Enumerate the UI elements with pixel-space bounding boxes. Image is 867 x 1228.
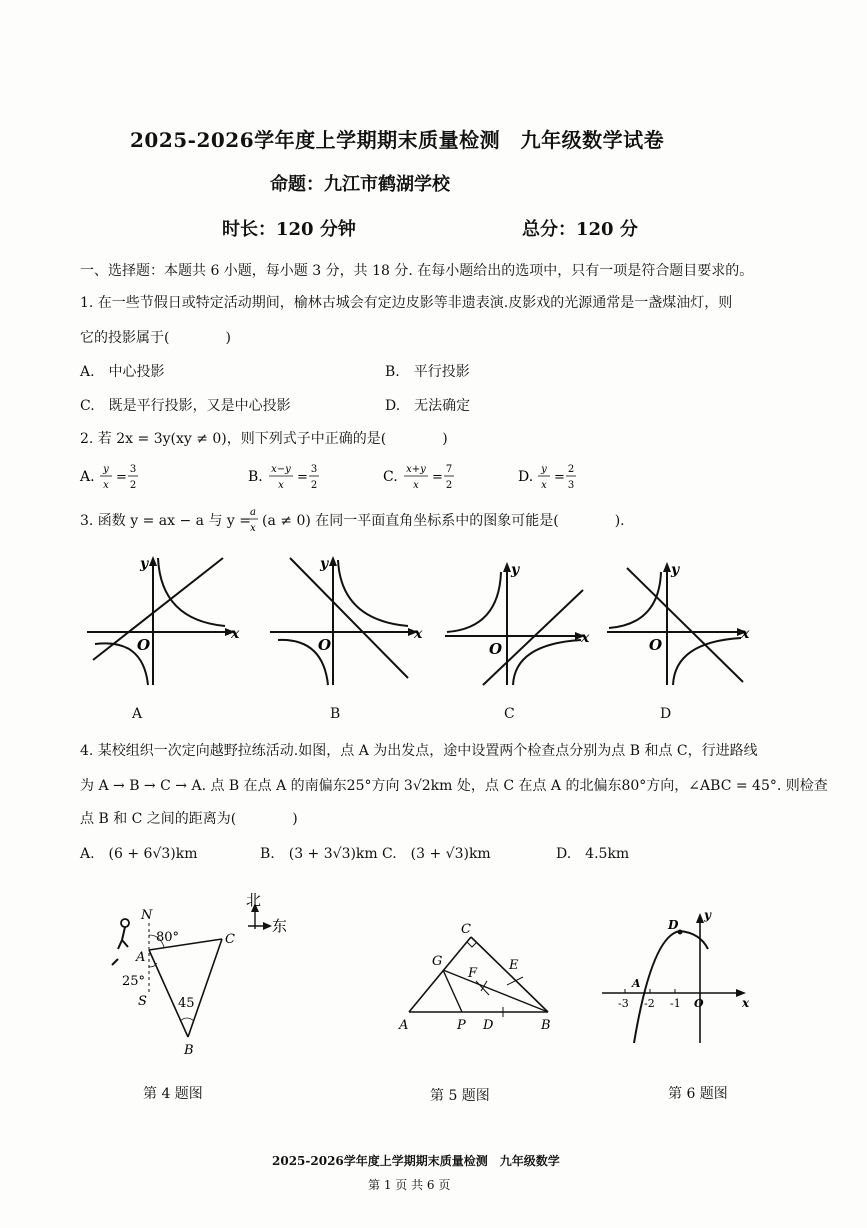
svg-text:A: A bbox=[632, 977, 641, 990]
svg-text:x: x bbox=[414, 626, 423, 642]
svg-text:x: x bbox=[541, 480, 547, 491]
svg-text:y: y bbox=[511, 562, 520, 578]
svg-text:O: O bbox=[649, 636, 663, 654]
svg-text:C: C bbox=[225, 932, 235, 947]
q3-graph-a bbox=[85, 550, 250, 690]
svg-text:A: A bbox=[136, 950, 146, 965]
q4-option-d: D. 4.5km bbox=[556, 846, 630, 862]
svg-text:A.: A. bbox=[80, 469, 95, 485]
footer-title: 2025-2026学年度上学期期末质量检测 九年级数学 bbox=[272, 1154, 560, 1168]
figure-4 bbox=[108, 885, 308, 1060]
q1-line2: 它的投影属于( ) bbox=[80, 330, 231, 346]
svg-text:25°: 25° bbox=[122, 974, 146, 989]
svg-text:x: x bbox=[742, 996, 750, 1010]
svg-text:2: 2 bbox=[567, 464, 575, 475]
exam-title: 2025-2026学年度上学期期末质量检测 九年级数学试卷 bbox=[130, 128, 665, 152]
svg-text:E: E bbox=[509, 958, 519, 973]
svg-text:G: G bbox=[432, 954, 443, 969]
q4-option-a: A. (6 + 6√3)km bbox=[80, 846, 198, 862]
duration: 时长：120 分钟 bbox=[222, 219, 356, 240]
section-heading: 一、选择题：本题共 6 小题，每小题 3 分，共 18 分. 在每小题给出的选项中，只有一项是符合题目要求的。 bbox=[80, 263, 754, 279]
svg-text:7: 7 bbox=[445, 464, 453, 475]
svg-text:A: A bbox=[399, 1018, 409, 1033]
q2-stem: 2. 若 2x = 3y(xy ≠ 0)，则下列式子中正确的是( ) bbox=[80, 431, 448, 447]
figure-5 bbox=[395, 915, 565, 1035]
svg-text:3: 3 bbox=[567, 480, 575, 491]
svg-text:a: a bbox=[250, 507, 256, 518]
q4-line3: 点 B 和 C 之间的距离为( ) bbox=[80, 811, 298, 827]
svg-text:B: B bbox=[541, 1018, 551, 1033]
svg-text:P: P bbox=[457, 1018, 466, 1033]
svg-text:x: x bbox=[413, 480, 419, 491]
svg-text:C.: C. bbox=[383, 469, 398, 485]
page-number: 第 1 页 共 6 页 bbox=[368, 1178, 451, 1192]
svg-text:O: O bbox=[318, 636, 332, 654]
q2-option-d bbox=[518, 464, 576, 491]
svg-text:2: 2 bbox=[129, 480, 137, 491]
q3-label-c: C bbox=[504, 706, 515, 722]
q4-option-b: B. (3 + 3√3)km bbox=[260, 846, 378, 862]
q3-stem-b: (a ≠ 0) 在同一平面直角坐标系中的图象可能是( ). bbox=[262, 513, 625, 529]
q4-line2: 为 A → B → C → A. 点 B 在点 A 的南偏东25°方向 3√2km 处，点 C 在点 A 的北偏东80°方向，∠ABC = 45°. 则检查 bbox=[80, 778, 828, 794]
q1-line1: 1. 在一些节假日或特定活动期间，榆林古城会有定边皮影等非遗表演.皮影戏的光源通常是一盏煤油灯，则 bbox=[80, 295, 733, 311]
svg-text:y: y bbox=[140, 556, 149, 572]
svg-text:3: 3 bbox=[129, 464, 137, 475]
svg-text:x: x bbox=[231, 626, 240, 642]
svg-text:x−y: x−y bbox=[271, 464, 291, 475]
svg-text:-1: -1 bbox=[670, 997, 681, 1010]
svg-text:y: y bbox=[320, 556, 329, 572]
q2-option-c bbox=[383, 464, 454, 491]
q2-options bbox=[76, 458, 596, 494]
svg-text:北: 北 bbox=[246, 891, 262, 909]
q1-option-d: D. 无法确定 bbox=[385, 398, 471, 414]
figure-6 bbox=[600, 905, 760, 1045]
svg-text:x: x bbox=[741, 626, 750, 642]
svg-text:B.: B. bbox=[248, 469, 263, 485]
svg-text:D: D bbox=[668, 918, 679, 932]
svg-text:=: = bbox=[432, 470, 443, 485]
svg-text:=: = bbox=[297, 470, 308, 485]
svg-text:O: O bbox=[137, 636, 151, 654]
q3-graph-b bbox=[268, 550, 433, 690]
runner-icon bbox=[112, 919, 129, 965]
q3-graph-c bbox=[443, 550, 603, 690]
svg-text:=: = bbox=[116, 470, 127, 485]
svg-text:O: O bbox=[694, 997, 704, 1010]
svg-text:B: B bbox=[184, 1043, 194, 1058]
svg-text:-2: -2 bbox=[644, 997, 655, 1010]
svg-text:2: 2 bbox=[445, 480, 453, 491]
svg-text:y: y bbox=[671, 562, 680, 578]
svg-text:y: y bbox=[541, 464, 547, 475]
q2-option-b bbox=[248, 464, 319, 491]
svg-text:x+y: x+y bbox=[406, 464, 426, 475]
q3-label-d: D bbox=[660, 706, 672, 722]
q4-option-c: C. (3 + √3)km bbox=[382, 846, 491, 862]
svg-text:-3: -3 bbox=[618, 997, 629, 1010]
figure-4-caption: 第 4 题图 bbox=[143, 1086, 203, 1102]
svg-text:N: N bbox=[141, 908, 153, 923]
svg-text:x: x bbox=[250, 523, 256, 534]
svg-text:D.: D. bbox=[518, 469, 534, 485]
q3-graph-d bbox=[605, 550, 765, 690]
q1-option-a: A. 中心投影 bbox=[80, 364, 165, 380]
author-line: 命题：九江市鹤湖学校 bbox=[270, 174, 450, 195]
svg-text:45: 45 bbox=[178, 996, 195, 1011]
svg-text:x: x bbox=[581, 630, 590, 646]
q3-fraction bbox=[246, 502, 260, 536]
svg-text:D: D bbox=[483, 1018, 494, 1033]
svg-text:F: F bbox=[468, 966, 478, 981]
svg-text:东: 东 bbox=[272, 917, 288, 935]
q3-label-a: A bbox=[132, 706, 143, 722]
svg-text:y: y bbox=[103, 464, 109, 475]
q2-option-a bbox=[79, 464, 138, 491]
svg-text:x: x bbox=[103, 480, 109, 491]
figure-5-caption: 第 5 题图 bbox=[430, 1088, 490, 1104]
svg-text:C: C bbox=[461, 922, 471, 937]
svg-text:80°: 80° bbox=[156, 930, 180, 945]
svg-text:2: 2 bbox=[310, 480, 318, 491]
svg-text:y: y bbox=[704, 908, 711, 922]
svg-text:x: x bbox=[278, 480, 284, 491]
q1-option-c: C. 既是平行投影，又是中心投影 bbox=[80, 398, 291, 414]
q4-line1: 4. 某校组织一次定向越野拉练活动.如图，点 A 为出发点，途中设置两个检查点分别为点 B 和点 C，行进路线 bbox=[80, 743, 758, 759]
svg-text:S: S bbox=[138, 994, 147, 1009]
q3-label-b: B bbox=[330, 706, 341, 722]
q3-stem-a: 3. 函数 y = ax − a 与 y = bbox=[80, 513, 252, 529]
svg-text:3: 3 bbox=[310, 464, 318, 475]
svg-text:O: O bbox=[489, 640, 503, 658]
figure-6-caption: 第 6 题图 bbox=[668, 1086, 728, 1102]
total-score: 总分：120 分 bbox=[522, 219, 638, 240]
q1-option-b: B. 平行投影 bbox=[385, 364, 470, 380]
svg-text:=: = bbox=[554, 470, 565, 485]
